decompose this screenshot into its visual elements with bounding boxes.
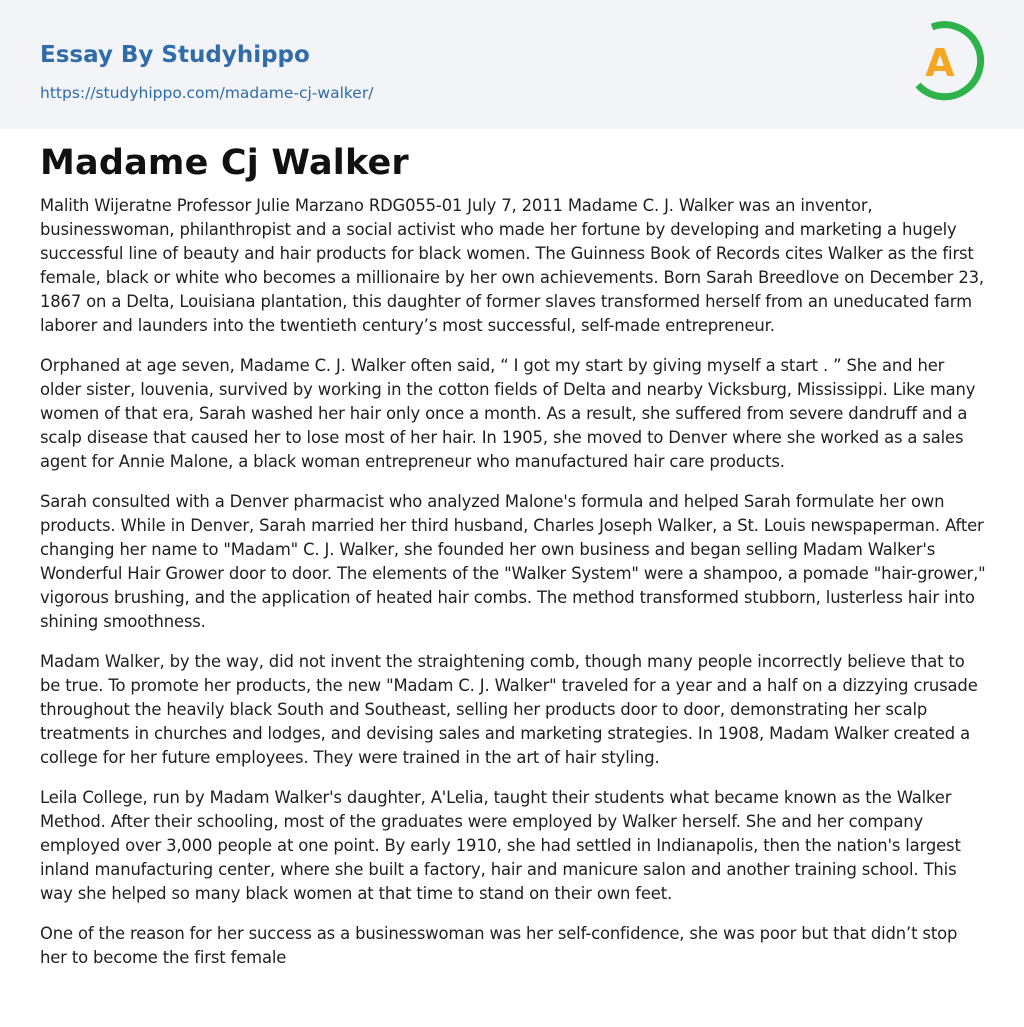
page-title: Madame Cj Walker [40,143,409,183]
source-url-link[interactable]: https://studyhippo.com/madame-cj-walker/ [40,84,374,102]
essay-body [40,194,988,986]
essay-paragraph: Sarah consulted with a Denver pharmacist who analyzed Malone's formula and helped Sarah formulate her own products. While in Denver, Sarah married her third husband, Charles Joseph Walker, a St. Louis newspaperman. After changing her name to "Madam" C. J. Walker, she founded her own business and began selling Madam Walker's Wonderful Hair Grower door to door. The elements of the "Walker System" were a shampoo, a pomade "hair-grower," vigorous brushing, and the application of heated hair combs. The method transformed stubborn, lusterless hair into shining smoothness. [40,492,986,631]
essay-paragraph: Orphaned at age seven, Madame C. J. Walker often said, “ I got my start by giving myself a start . ” She and her older sister, louvenia, survived by working in the cotton fields of Delta and nearby Vicksburg, Mississippi. Like many women of that era, Sarah washed her hair only once a month. As a result, she suffered from severe dandruff and a scalp disease that caused her to lose most of her hair. In 1905, she moved to Denver where she worked as a sales agent for Annie Malone, a black woman entrepreneur who manufactured hair care products. [40,356,976,471]
essay-paragraph: Madam Walker, by the way, did not invent the straightening comb, though many people incorrectly believe that to be true. To promote her products, the new "Madam C. J. Walker" traveled for a year and a half on a dizzying crusade throughout the heavily black South and Southeast, selling her products door to door, demonstrating her scalp treatments in churches and lodges, and devising sales and marketing strategies. In 1908, Madam Walker created a college for her future employees. They were trained in the art of hair styling. [40,652,978,767]
essay-paragraph: Malith Wijeratne Professor Julie Marzano RDG055-01 July 7, 2011 Madame C. J. Walker was an inventor, businesswoman, philanthropist and a social activist who made her fortune by developing and marketing a hugely successful line of beauty and hair products for black women. The Guinness Book of Records cites Walker as the first female, black or white who becomes a millionaire by her own achievements. Born Sarah Breedlove on December 23, 1867 on a Delta, Louisiana plantation, this daughter of former slaves transformed herself from an uneducated farm laborer and launders into the twentieth century’s most successful, self-made entrepreneur. [40,196,984,335]
logo-icon [912,19,986,105]
site-brand: Essay By Studyhippo [40,42,310,68]
logo-letter: A [925,41,955,85]
essay-paragraph: One of the reason for her success as a businesswoman was her self-confidence, she was poor but that didn’t stop her to become the first female [40,924,958,967]
studyhippo-logo[interactable] [912,19,986,105]
header-bar [0,0,1024,129]
essay-paragraph: Leila College, run by Madam Walker's daughter, A'Lelia, taught their students what became known as the Walker Method. After their schooling, most of the graduates were employed by Walker herself. She and her company employed over 3,000 people at one point. By early 1910, she had settled in Indianapolis, then the nation's largest inland manufacturing center, where she built a factory, hair and manicure salon and another training school. This way she helped so many black women at that time to stand on their own feet. [40,788,961,903]
